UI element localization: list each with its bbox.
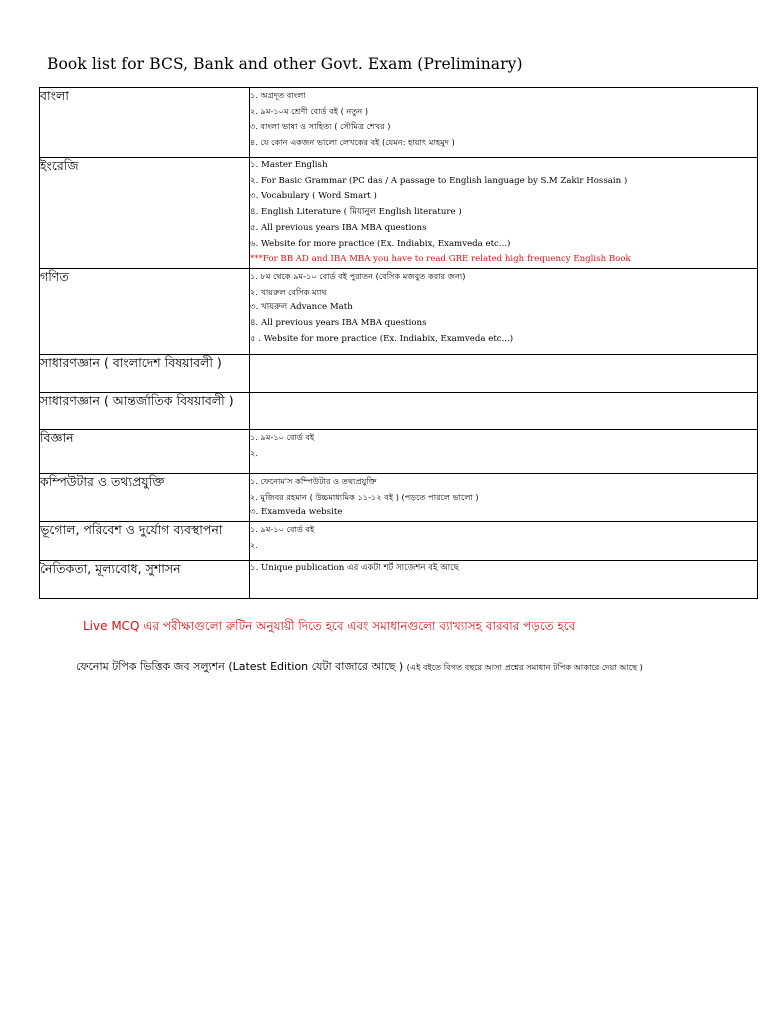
book-item: ৪. All previous years IBA MBA questions xyxy=(250,318,427,329)
book-item: ৫ . Website for more practice (Ex. Indiabix, Examveda etc...) xyxy=(250,333,514,344)
book-item: ২. For Basic Grammar (PC das / A passage to English language by S.M Zakir Hossain ) xyxy=(250,175,628,186)
book-items-cell xyxy=(250,354,758,392)
footer-note xyxy=(76,658,643,677)
book-item: ৩. Examveda website xyxy=(250,507,343,518)
table-row xyxy=(40,158,758,269)
book-item: ৩. Vocabulary ( Word Smart ) xyxy=(250,191,377,202)
book-item: ১. ৯ম-১০ বোর্ড বই xyxy=(250,431,315,442)
subject-cell: ইংরেজি xyxy=(40,158,250,269)
book-item: ২. xyxy=(250,539,258,550)
book-items-cell xyxy=(250,429,758,473)
book-item: ৬. Website for more practice (Ex. Indiabix, Examveda etc...) xyxy=(250,238,511,249)
book-item: ১. অগ্রদূত বাংলা xyxy=(250,90,306,100)
subject-cell: নৈতিকতা, মূল্যবোধ, সুশাসন xyxy=(40,561,250,599)
table-row xyxy=(40,268,758,354)
book-list-table xyxy=(39,87,758,599)
book-item: ২. xyxy=(250,447,258,458)
table-row xyxy=(40,88,758,158)
book-items-cell xyxy=(250,268,758,354)
book-item: ৪. English Literature ( মিযানুল English literature ) xyxy=(250,207,462,218)
book-item: ২. মুজিবর রহমান ( উচ্চমাধ্যমিক ১১-১২ বই ) (পড়তে পারলে ভালো ) xyxy=(250,491,479,502)
table-row xyxy=(40,429,758,473)
book-item: ***For BB AD and IBA MBA you have to read GRE related high frequency English Book xyxy=(250,254,631,265)
subject-cell: গণিত xyxy=(40,268,250,354)
footer-small-text: (এই বইতে বিগত বছরে আসা প্রশ্নের সমাধান টপিক আকারে দেয়া আছে ) xyxy=(406,662,643,672)
book-item: ২. ৯ম-১০ম শ্রেণী বোর্ড বই ( নতুন ) xyxy=(250,105,369,116)
subject-cell: বিজ্ঞান xyxy=(40,429,250,473)
book-items-cell xyxy=(250,473,758,521)
book-item: ১. ৮ম থেকে ৯ম-১০ বোর্ড বই পুরাতন (বেসিক মজবুত করার জন্য) xyxy=(250,270,466,281)
table-row xyxy=(40,522,758,561)
book-items-cell xyxy=(250,522,758,561)
footer-main-text: ফেনোম টপিক ভিত্তিক জব সল্যুশন (Latest Edition যেটা বাজারে আছে ) xyxy=(76,660,404,673)
book-items-cell xyxy=(250,158,758,269)
book-item: ২. খায়রুল বেসিক ম্যাথ xyxy=(250,286,327,297)
subject-cell: ভূগোল, পরিবেশ ও দুর্যোগ ব্যবস্থাপনা xyxy=(40,522,250,561)
table-row xyxy=(40,473,758,521)
subject-cell: কম্পিউটার ও তথ্যপ্রযুক্তি xyxy=(40,473,250,521)
subject-cell: সাধারণজ্ঞান ( বাংলাদেশ বিষয়াবলী ) xyxy=(40,354,250,392)
document-title: Book list for BCS, Bank and other Govt. Exam (Preliminary) xyxy=(47,55,523,73)
book-item: ৩. বাংলা ভাষা ও সাহিত্য ( সৌমিত্র শেখর ) xyxy=(250,121,391,132)
book-item: ৫. All previous years IBA MBA questions xyxy=(250,222,427,233)
live-mcq-notice: Live MCQ এর পরীক্ষাগুলো রুটিন অনুযায়ী দিতে হবে এবং সমাধানগুলো ব্যাখ্যাসহ বারবার পড়তে হবে xyxy=(83,619,576,633)
book-item: ১. ফেনোম'স কম্পিউটার ও তথ্যপ্রযুক্তি xyxy=(250,475,377,486)
subject-cell: বাংলা xyxy=(40,88,250,158)
book-item: ৩. খায়রুল Advance Math xyxy=(250,302,353,313)
book-items-cell xyxy=(250,88,758,158)
subject-cell: সাধারণজ্ঞান ( আন্তর্জাতিক বিষয়াবলী ) xyxy=(40,392,250,429)
book-item: ৪. যে কোন একজন ভালো লেখকের বই (যেমন: হায়াৎ মাহমুদ ) xyxy=(250,137,455,148)
book-item: ১. Master English xyxy=(250,160,328,170)
table-row xyxy=(40,561,758,599)
table-row xyxy=(40,392,758,429)
book-items-cell xyxy=(250,561,758,599)
book-item: ১. Unique publication এর একটা শর্ট সাজেশন বই আছে xyxy=(250,563,459,574)
table-row xyxy=(40,354,758,392)
book-items-cell xyxy=(250,392,758,429)
book-item: ১. ৯ম-১০ বোর্ড বই xyxy=(250,524,315,535)
